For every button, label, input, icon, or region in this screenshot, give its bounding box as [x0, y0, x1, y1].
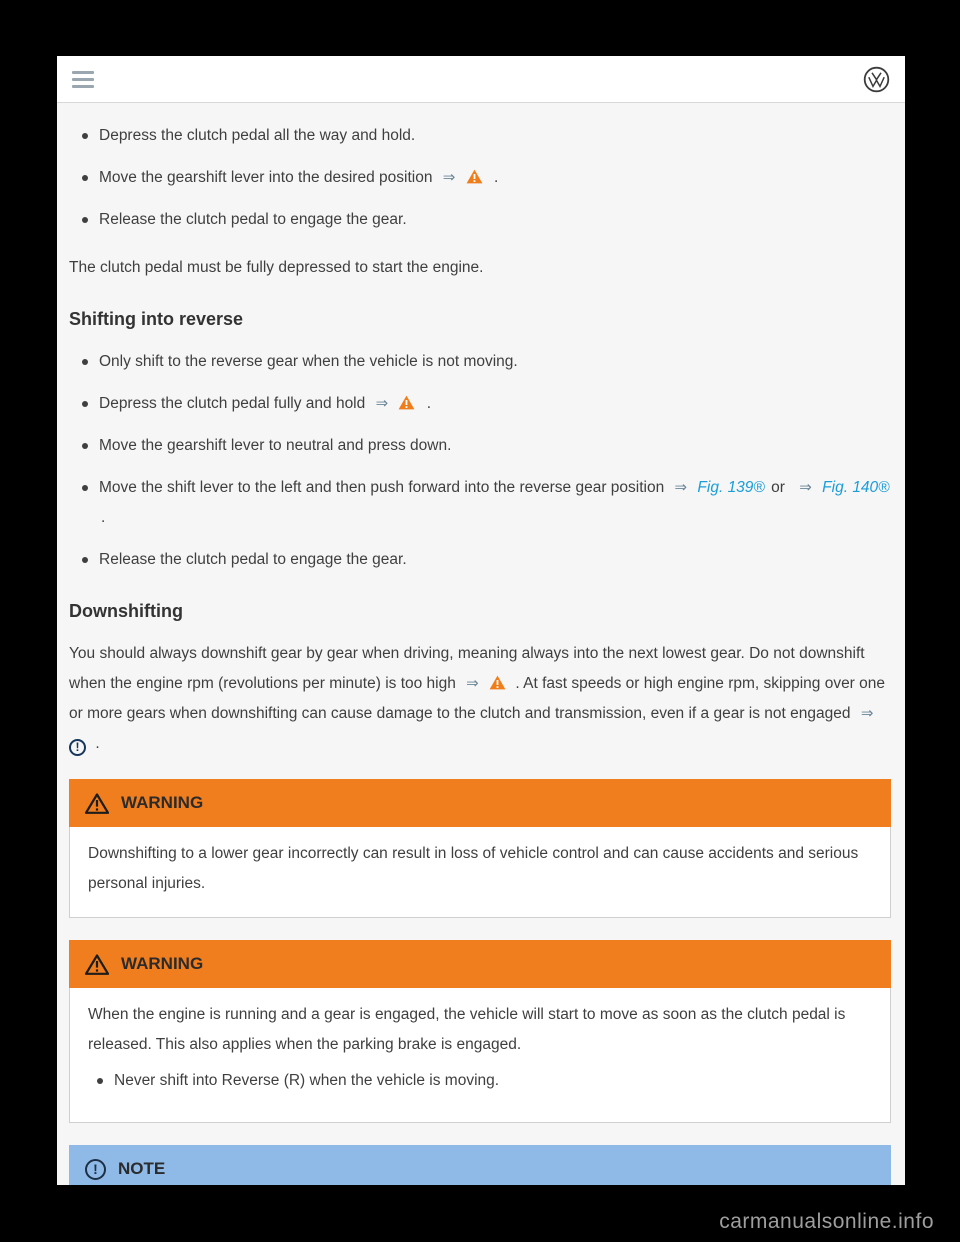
list-item: [99, 205, 891, 235]
ref-arrow-icon: ⇒: [674, 479, 688, 496]
note-box: [69, 1145, 891, 1185]
vw-logo-icon: [863, 66, 890, 93]
reverse-bullet-list: [69, 347, 891, 575]
bullet-text: .: [426, 395, 432, 412]
ref-arrow-icon: ⇒: [466, 675, 479, 692]
note-title: NOTE: [118, 1159, 166, 1178]
intro-bullet-list: [69, 121, 891, 235]
downshifting-paragraph: [69, 639, 891, 759]
warning-text: Downshifting to a lower gear incorrectly can result in loss of vehicle control and can cause accidents and serious personal injuries.: [88, 845, 859, 892]
list-item: [99, 545, 891, 575]
warning-header: [69, 779, 891, 827]
list-item: [99, 163, 891, 193]
hamburger-menu-icon[interactable]: [72, 71, 94, 88]
bullet-text: Never shift into Reverse (R) when the vehicle is moving.: [114, 1072, 500, 1089]
note-header: [69, 1145, 891, 1185]
fig-140-link[interactable]: Fig. 140®: [822, 479, 890, 496]
warning-triangle-icon: [398, 395, 415, 410]
paragraph-text: You should always downshift gear by gear when driving, meaning always into the next lowest gear. Do not downshift when the engine rpm (revolutions per minute) is too high: [69, 645, 865, 692]
list-item: [99, 121, 891, 151]
warning-text: When the engine is running and a gear is engaged, the vehicle will start to move as soon as the clutch pedal is released. This also applies when the parking brake is engaged.: [88, 1006, 846, 1053]
note-circle-icon: !: [85, 1159, 106, 1180]
list-item: [99, 431, 891, 461]
bullet-text: Depress the clutch pedal fully and hold: [99, 395, 366, 412]
warning-box-1: [69, 779, 891, 918]
ref-arrow-icon: ⇒: [442, 169, 456, 186]
list-item: [99, 389, 891, 419]
list-item: [99, 347, 891, 377]
warning-triangle-icon: [85, 793, 109, 814]
warning-title: WARNING: [121, 954, 204, 973]
bullet-text: Release the clutch pedal to engage the gear.: [99, 551, 407, 568]
list-item: [99, 473, 891, 533]
page-content: [57, 103, 905, 1185]
section-title-downshifting: Downshifting: [69, 601, 183, 621]
warning-box-2: [69, 940, 891, 1123]
bullet-text: or: [771, 479, 785, 496]
warning-header: [69, 940, 891, 988]
bullet-text: .: [101, 509, 106, 526]
bullet-text: .: [493, 169, 499, 186]
warning-title: WARNING: [121, 793, 204, 812]
manual-page-panel: [57, 56, 905, 1185]
warning-triangle-icon: [489, 675, 506, 690]
watermark: carmanualsonline.info: [719, 1210, 934, 1233]
bullet-text: Release the clutch pedal to engage the gear.: [99, 211, 407, 228]
warning-body: [69, 988, 891, 1123]
note-circle-icon: !: [69, 739, 86, 756]
bullet-text: Move the gearshift lever into the desired position: [99, 169, 433, 186]
paragraph: The clutch pedal must be fully depressed to start the engine.: [69, 259, 484, 276]
fig-139-link[interactable]: Fig. 139®: [697, 479, 765, 496]
ref-arrow-icon: ⇒: [375, 395, 389, 412]
bullet-text: Only shift to the reverse gear when the vehicle is not moving.: [99, 353, 518, 370]
list-item: [114, 1066, 872, 1096]
paragraph-text: . At fast speeds or high engine rpm, skipping over one or more gears when downshifting can cause damage to the clutch and transmission, even if a gear is not engaged: [69, 675, 886, 722]
warning-bullet-list: [88, 1066, 872, 1096]
warning-triangle-icon: [85, 954, 109, 975]
ref-arrow-icon: ⇒: [860, 705, 874, 722]
paragraph-text: .: [95, 735, 100, 752]
bullet-text: Move the shift lever to the left and then push forward into the reverse gear position: [99, 479, 665, 496]
top-toolbar: [57, 56, 905, 103]
bullet-text: Depress the clutch pedal all the way and hold.: [99, 127, 416, 144]
ref-arrow-icon: ⇒: [799, 479, 812, 496]
section-title-reverse: Shifting into reverse: [69, 309, 244, 329]
warning-triangle-icon: [466, 169, 483, 184]
bullet-text: Move the gearshift lever to neutral and press down.: [99, 437, 452, 454]
warning-body: [69, 827, 891, 918]
